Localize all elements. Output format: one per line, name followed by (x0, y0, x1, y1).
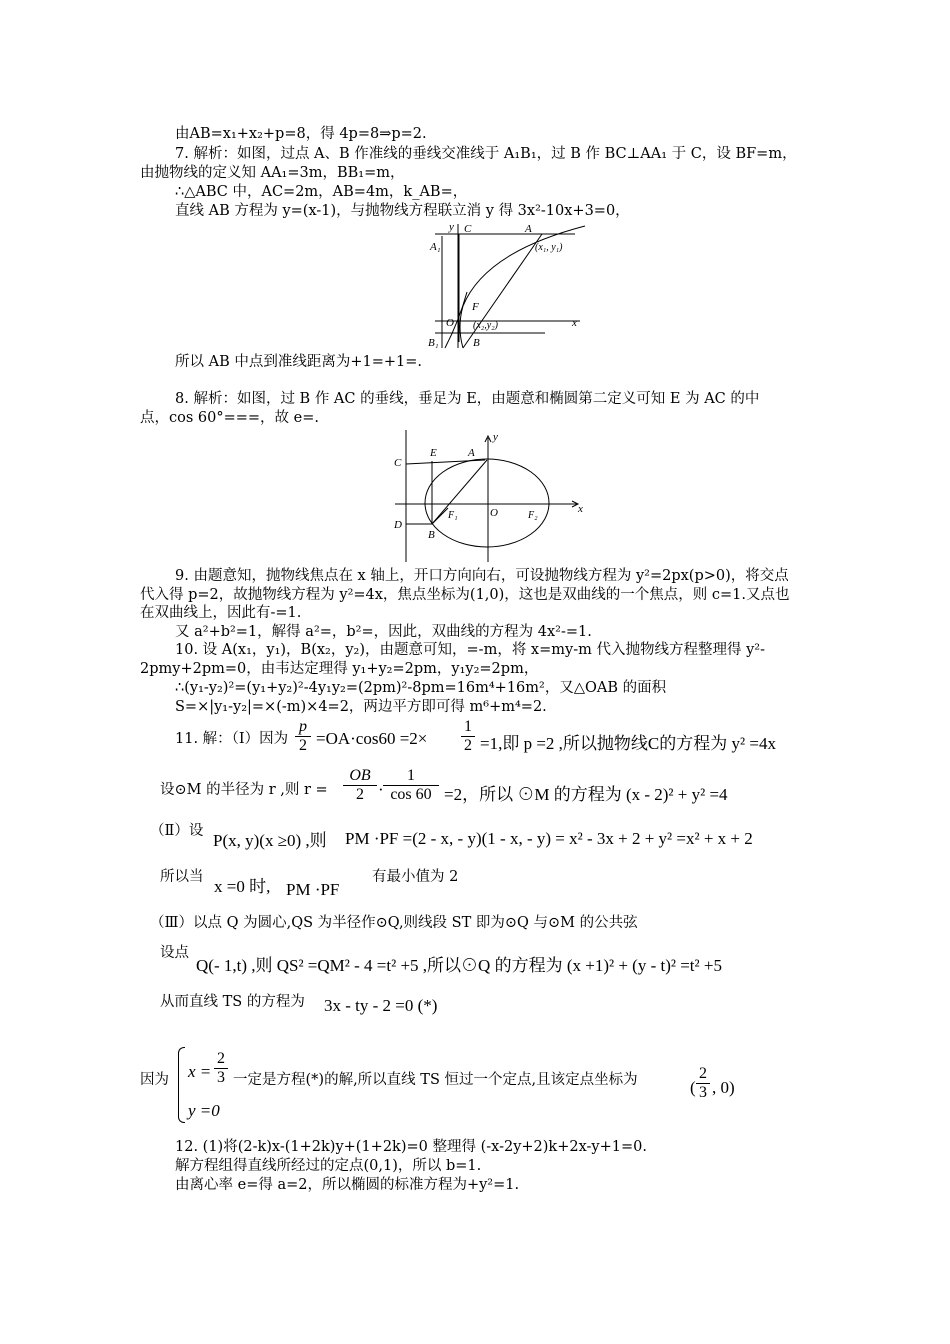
equation: PM ·PF (286, 880, 340, 899)
fig1-label-C: C (464, 223, 472, 235)
text-line: 又 a²+b²=1，解得 a²=，b²=，因此，双曲线的方程为 4x²-=1. (175, 624, 592, 640)
text-line: ∴(y₁-y₂)²=(y₁+y₂)²-4y₁y₂=(2pm)²-8pm=16m⁴+16m²，又△OAB 的面积 (175, 680, 667, 696)
text-line: 解方程组得直线所经过的定点(0,1)，所以 b=1. (175, 1158, 482, 1174)
text-line: 2pmy+2pm=0，由韦达定理得 y₁+y₂=2pm，y₁y₂=2pm， (140, 661, 539, 677)
text-line: （Ⅱ）设 (150, 823, 204, 839)
text-line: 所以当 (160, 869, 204, 885)
fig1-label-B: B (473, 337, 480, 349)
fig1-label-O: O (446, 317, 454, 329)
equation: y =0 (188, 1101, 220, 1120)
fraction-OB-over-2: $\frac{OB}{2}$ (343, 767, 377, 804)
fraction-1-over-2: $\frac{1}{2}$ (461, 718, 475, 755)
fig2-label-x: x (578, 503, 583, 515)
text-line: 由离心率 e=得 a=2，所以椭圆的标准方程为+y²=1. (175, 1177, 520, 1193)
text-line: 代入得 p=2，故抛物线方程为 y²=4x，焦点坐标为(1,0)，这也是双曲线的一个焦点，则 c=1.又点也 (140, 587, 790, 603)
system-brace (178, 1047, 185, 1123)
text-line: 从而直线 TS 的方程为 (160, 994, 305, 1010)
text-line: 有最小值为 2 (372, 869, 459, 885)
text-line: 7. 解析：如图，过点 A、B 作准线的垂线交准线于 A₁B₁，过 B 作 BC⊥AA₁ 于 C，设 BF=m， (175, 146, 797, 162)
equation: PM ·PF =(2 - x, - y)(1 - x, - y) = x² - 3x + 2 + y² =x² + x + 2 (345, 829, 753, 848)
text-line: 9. 由题意知，抛物线焦点在 x 轴上，开口方向向右，可设抛物线方程为 y²=2px(p>0)，将交点 (175, 568, 789, 584)
text-line: 点，cos 60°===，故 e=. (140, 410, 319, 426)
fig2-label-A: A (468, 447, 475, 459)
text-line: 10. 设 A(x₁，y₁)，B(x₂，y₂)，由题意可知，=-m，将 x=my-m 代入抛物线方程整理得 y²- (175, 642, 765, 658)
text-line: S=×|y₁-y₂|=×(-m)×4=2，两边平方即可得 m⁶+m⁴=2. (175, 699, 547, 715)
equation: ( (690, 1078, 696, 1097)
text-line: 因为 (140, 1072, 169, 1088)
text-line: 8. 解析：如图，过 B 作 AC 的垂线，垂足为 E，由题意和椭圆第二定义可知 E 为 AC 的中 (175, 391, 760, 407)
fig2-label-y: y (493, 431, 498, 443)
equation: =OA·cos60 =2× (316, 729, 428, 748)
text-line: 在双曲线上，因此有-=1. (140, 605, 302, 621)
fig1-label-A: A (525, 223, 532, 235)
equation: P(x, y)(x ≥0) ,则 (213, 831, 327, 850)
fig1-label-B-coord: (x₂,y₂) (473, 320, 498, 331)
fig1-label-B1: B₁ (428, 337, 439, 349)
fig2-label-F2: F₂ (528, 510, 538, 521)
fig1-label-A-coord: (x₁, y₁) (535, 242, 563, 253)
text-line: 一定是方程(*)的解,所以直线 TS 恒过一个定点,且该定点坐标为 (233, 1072, 638, 1088)
equation: =2，所以 ⊙M 的方程为 (x - 2)² + y² =4 (444, 785, 728, 804)
equation: x =0 时, (214, 877, 271, 896)
fraction-1-over-cos60: $\frac{1}{\cos 60}$ (383, 767, 439, 804)
fraction-p-over-2: $\frac{p}{2}$ (295, 718, 311, 755)
text-line: 设⊙M 的半径为 r ,则 r = (160, 782, 328, 798)
equation: , 0) (712, 1078, 735, 1097)
fig2-label-E: E (430, 447, 437, 459)
equation: x = (188, 1062, 212, 1081)
fig1-label-A1: A₁ (430, 241, 441, 253)
fraction-2-over-3: $\frac{2}{3}$ (214, 1050, 228, 1087)
text-line: ∴△ABC 中，AC=2m，AB=4m，k_AB=， (175, 184, 468, 200)
fig2-label-F1: F₁ (448, 510, 458, 521)
equation: =1,即 p =2 ,所以抛物线C的方程为 y² =4x (480, 734, 776, 753)
fraction-2-over-3-b: $\frac{2}{3}$ (696, 1065, 710, 1102)
text-line: 由抛物线的定义知 AA₁=3m，BB₁=m， (140, 165, 405, 181)
fig2-label-O: O (490, 507, 498, 519)
fig1-label-F: F (472, 301, 479, 313)
fig2-label-D: D (394, 519, 402, 531)
fig1-label-x: x (572, 317, 577, 329)
ellipse-figure (390, 428, 590, 566)
fig2-label-C: C (394, 457, 402, 469)
text-line: 设点 (160, 945, 189, 961)
equation: · (378, 780, 384, 799)
text-line: 由AB=x₁+x₂+p=8，得 4p=8⇒p=2. (175, 126, 427, 142)
text-line: 11. 解：（Ⅰ）因为 (175, 731, 289, 747)
equation: Q(- 1,t) ,则 QS² =QM² - 4 =t² +5 ,所以⊙Q 的方程为 (x +1)² + (y - t)² =t² +5 (196, 956, 722, 975)
text-line: 所以 AB 中点到准线距离为+1=+1=. (175, 354, 423, 370)
text-line: 直线 AB 方程为 y=(x-1)，与抛物线方程联立消 y 得 3x²-10x+3=0， (175, 203, 630, 219)
fig1-label-y: y (449, 222, 454, 233)
text-line: （Ⅲ）以点 Q 为圆心,QS 为半径作⊙Q,则线段 ST 即为⊙Q 与⊙M 的公共弦 (150, 915, 638, 931)
equation: 3x - ty - 2 =0 (*) (324, 996, 438, 1015)
text-line: 12. (1)将(2-k)x-(1+2k)y+(1+2k)=0 整理得 (-x-2y+2)k+2x-y+1=0. (175, 1139, 647, 1155)
fig2-label-B: B (428, 529, 435, 541)
parabola-figure (425, 222, 590, 350)
